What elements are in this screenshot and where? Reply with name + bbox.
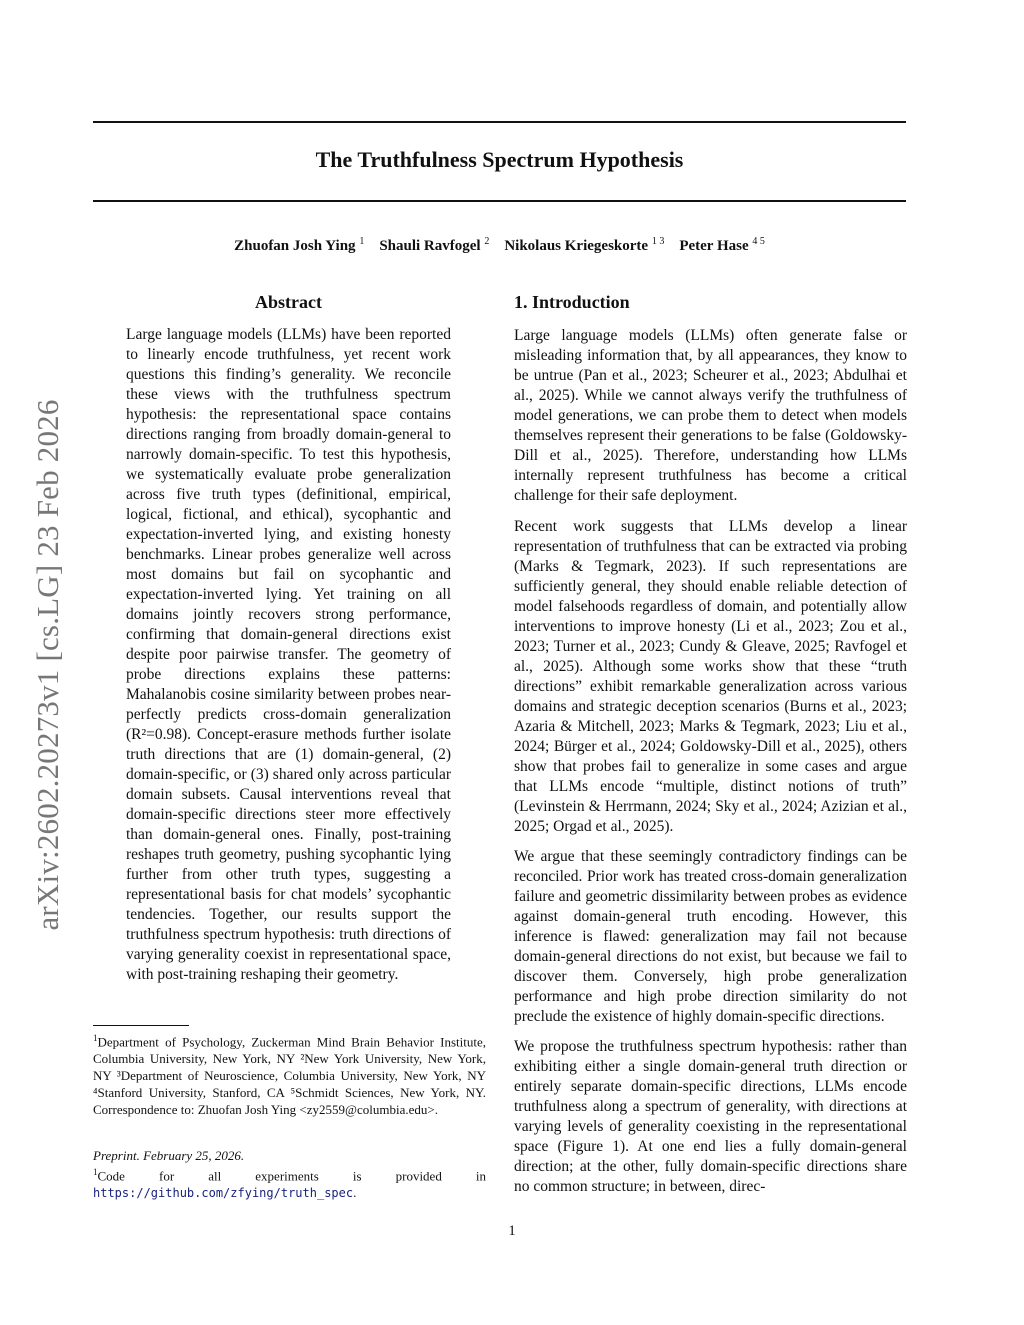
title-rule: [93, 200, 906, 202]
paper-title: The Truthfulness Spectrum Hypothesis: [315, 147, 684, 172]
intro-paragraph: Large language models (LLMs) often generate false or misleading information that, by all appearances, they know to be untrue (Pan et al., 2023; Scheurer et al., 2023; Abdulhai et al., 2025). While we cannot always verify the truthfulness of model generations, we can probe them to detect when models themselves represent their generations to be false (Goldowsky-Dill et al., 2025). Therefore, understanding how LLMs internally represent truthfulness has become a critical challenge for their safe deployment.: [514, 327, 907, 504]
preprint-note: Preprint. February 25, 2026.: [93, 1148, 245, 1163]
abstract-text: Large language models (LLMs) have been reported to linearly encode truthfulness, yet recent work questions this finding’s generality. We reconcile these views with the truthfulness spectrum hypothesis: the representational space contains directions ranging from broadly domain-general to narrowly domain-specific. To test this hypothesis, we systematically evaluate probe generalization across five truth types (definitional, empirical, logical, fictional, and ethical), sycophantic and expectation-inverted lying, and existing honesty benchmarks. Linear probes generalize well across most domains but fail on sycophantic and expectation-inverted lying. Yet training on all domains jointly recovers strong performance, confirming that domain-general directions exist despite poor pairwise transfer. The geometry of probe directions explains these patterns: Mahalanobis cosine similarity between probes near-perfectly predicts cross-domain generalization (R²=0.98). Concept-erasure methods further isolate truth directions that are (1) domain-general, (2) domain-specific, or (3) shared only across particular domain subsets. Causal interventions reveal that domain-specific directions steer more effectively than domain-general ones. Finally, post-training reshapes truth geometry, pushing sycophantic lying further from other truth types, suggesting a representational basis for chat models’ sycophantic tendencies. Together, our results support the truthfulness spectrum hypothesis: truth directions of varying generality coexist in representational space, with post-training reshaping their geometry.: [126, 326, 451, 983]
author-name: Shauli Ravfogel: [379, 238, 481, 254]
affiliations-text: Department of Psychology, Zuckerman Mind Brain Behavior Institute, Columbia University, New York, NY ²New York University, New York, NY ³Department of Neuroscience, Columbia University, New York, NY ⁴Stanford University, Stanford, CA ⁵Schmidt Sciences, New York, NY. Correspondence to: Zhuofan Josh Ying <zy2559@columbia.edu>.: [93, 1034, 486, 1118]
author-name: Nikolaus Kriegeskorte: [504, 238, 649, 254]
footnote-marker: 1: [93, 1167, 98, 1177]
author-name: Zhuofan Josh Ying: [234, 238, 356, 254]
introduction-heading: 1. Introduction: [514, 292, 630, 312]
intro-paragraph: We propose the truthfulness spectrum hypothesis: rather than exhibiting either a single domain-general truth direction or entirely separate domain-specific directions, LLMs encode truthfulness along a spectrum of generality, with directions at varying levels of generality coexisting in the representational space (Figure 1). At one end lies a fully domain-general direction; at the other, fully domain-specific directions share no common structure; in between, direc-: [514, 1038, 907, 1195]
code-footnote-text: Code for all experiments is provided in: [97, 1168, 486, 1184]
arxiv-identifier: [28, 372, 68, 957]
footnote-marker: 1: [93, 1033, 98, 1043]
affiliations-footnote: [93, 1030, 486, 1118]
intro-paragraph: We argue that these seemingly contradictory findings can be reconciled. Prior work has treated cross-domain generalization failure and geometric dissimilarity between probes as evidence against domain-general truth encoding. However, this inference is flawed: generalization may fail not because domain-general directions do not exist, but because we fail to discover them. Conversely, high probe generalization performance and high probe direction similarity do not preclude the existence of highly domain-specific directions.: [514, 848, 907, 1025]
intro-paragraph: Recent work suggests that LLMs develop a linear representation of truthfulness that can be extracted via probing (Marks & Tegmark, 2023). If such representations are sufficiently general, they should enable reliable detection of model falsehoods regardless of domain, and potentially allow interventions to improve honesty (Li et al., 2023; Zou et al., 2023; Turner et al., 2023; Cundy & Gleave, 2025; Ravfogel et al., 2025). Although some works show that these “truth directions” exhibit remarkable generalization across various domains and strategic deception scenarios (Burns et al., 2023; Azaria & Mitchell, 2023; Marks & Tegmark, 2023; Liu et al., 2024; Bürger et al., 2024; Goldowsky-Dill et al., 2025), others show that probes fail to generalize in some cases and argue that LLMs encode “multiple, distinct notions of truth” (Levinstein & Herrmann, 2024; Sky et al., 2024; Azizian et al., 2025; Orgad et al., 2025).: [514, 518, 907, 835]
top-rule: [93, 121, 906, 123]
code-repository-link[interactable]: https://github.com/zfying/truth_spec: [93, 1186, 354, 1201]
author-affiliation: 2: [484, 236, 490, 247]
author-affiliation: 4 5: [752, 236, 765, 247]
code-footnote: $^1$Code for all experiments is provided in https://github.com/zfying/truth_spec.: [93, 1167, 486, 1201]
page-number: 1: [508, 1223, 516, 1239]
author-affiliation: 1: [359, 236, 365, 247]
abstract-heading: Abstract: [255, 292, 322, 312]
author-name: Peter Hase: [679, 238, 749, 254]
author-affiliation: 1 3: [651, 236, 665, 247]
author-list: [93, 236, 906, 255]
arxiv-identifier-text: arXiv:2602.20273v1 [cs.LG] 23 Feb 2026: [30, 398, 65, 931]
footnote-rule: [93, 1025, 189, 1026]
